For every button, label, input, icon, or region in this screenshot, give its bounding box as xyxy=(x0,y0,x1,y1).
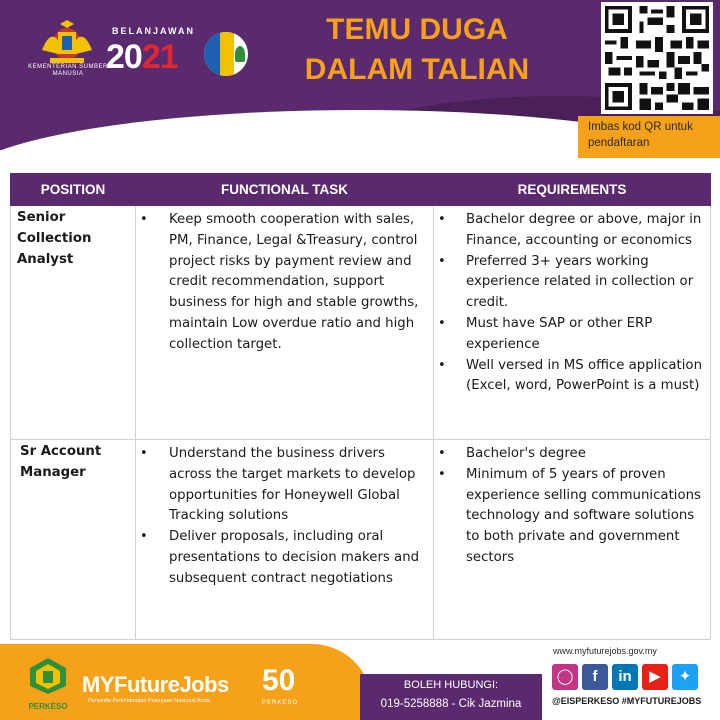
list-item: • Must have SAP or other ERP experience xyxy=(434,314,702,356)
list-item: • Well versed in MS office application (Excel, word, PowerPoint is a must) xyxy=(434,356,702,398)
linkedin-icon[interactable]: in xyxy=(612,664,638,690)
page-title xyxy=(262,10,572,90)
title-line-1: TEMU DUGA xyxy=(326,13,508,46)
requirements-cell xyxy=(434,206,711,440)
requirements-cell xyxy=(434,440,711,640)
column-header-position: POSITION xyxy=(11,174,136,206)
facebook-icon[interactable]: f xyxy=(582,664,608,690)
perkeso-label: PERKESO xyxy=(28,702,68,711)
list-item: • Bachelor degree or above, major in Finance, accounting or economics xyxy=(434,210,702,252)
myfuturejobs-logo-text: MYFutureJobs xyxy=(82,672,229,697)
ministry-name: KEMENTERIAN SUMBER MANUSIA xyxy=(28,64,108,77)
table-row xyxy=(11,440,711,640)
budget-year: 2021 xyxy=(106,38,178,76)
myfuturejobs-tagline: Penyedia Perkhidmatan Pekerjaan Nasional Anda xyxy=(88,698,210,704)
title-line-2: DALAM TALIAN xyxy=(304,53,530,86)
position-cell: Sr Account Manager xyxy=(11,440,136,640)
registration-qr-code[interactable] xyxy=(601,2,713,114)
table-row xyxy=(11,206,711,440)
perkeso-50-years-logo: 50 xyxy=(262,664,296,697)
column-header-functional-task: FUNCTIONAL TASK xyxy=(136,174,434,206)
state-flag-logo xyxy=(204,32,248,76)
table-header-row xyxy=(11,174,711,206)
list-item: • Deliver proposals, including oral presentations to decision makers and subsequent contract negotiations xyxy=(136,527,425,589)
perkeso-50-label: PERKESO xyxy=(262,700,299,706)
youtube-icon[interactable]: ▶ xyxy=(642,664,668,690)
column-header-requirements: REQUIREMENTS xyxy=(434,174,711,206)
functional-task-cell xyxy=(136,440,434,640)
list-item: • Preferred 3+ years working experience related in collection or credit. xyxy=(434,252,702,314)
instagram-icon[interactable]: ◯ xyxy=(552,664,578,690)
list-item: • Understand the business drivers across the target markets to develop opportunities for Honeywell Global Tracking solutions xyxy=(136,444,425,527)
twitter-icon[interactable]: ✦ xyxy=(672,664,698,690)
social-icons xyxy=(552,664,698,690)
list-item: • Minimum of 5 years of proven experience selling communications technology and software solutions to both private and government sectors xyxy=(434,465,702,569)
perkeso-logo xyxy=(26,656,70,696)
contact-phone[interactable]: 019-5258888 - Cik Jazmina xyxy=(380,698,522,710)
social-handles: @EISPERKESO #MYFUTUREJOBS xyxy=(552,696,702,706)
website-link[interactable]: www.myfuturejobs.gov.my xyxy=(553,646,657,656)
ministry-crest-logo xyxy=(36,20,98,64)
budget-label: BELANJAWAN xyxy=(112,26,196,36)
contact-label: BOLEH HUBUNGI: xyxy=(403,679,499,691)
list-item: • Bachelor's degree xyxy=(434,444,702,465)
qr-caption: Imbas kod QR untuk pendaftaran xyxy=(578,116,720,158)
functional-task-cell xyxy=(136,206,434,440)
jobs-table xyxy=(10,173,711,640)
position-cell: Senior Collection Analyst xyxy=(11,206,136,440)
list-item: • Keep smooth cooperation with sales, PM, Finance, Legal &Treasury, control project risks by payment review and credit recommendation, support business for high and stable growths, maintain Low overdue ratio and high collection target. xyxy=(136,210,425,356)
